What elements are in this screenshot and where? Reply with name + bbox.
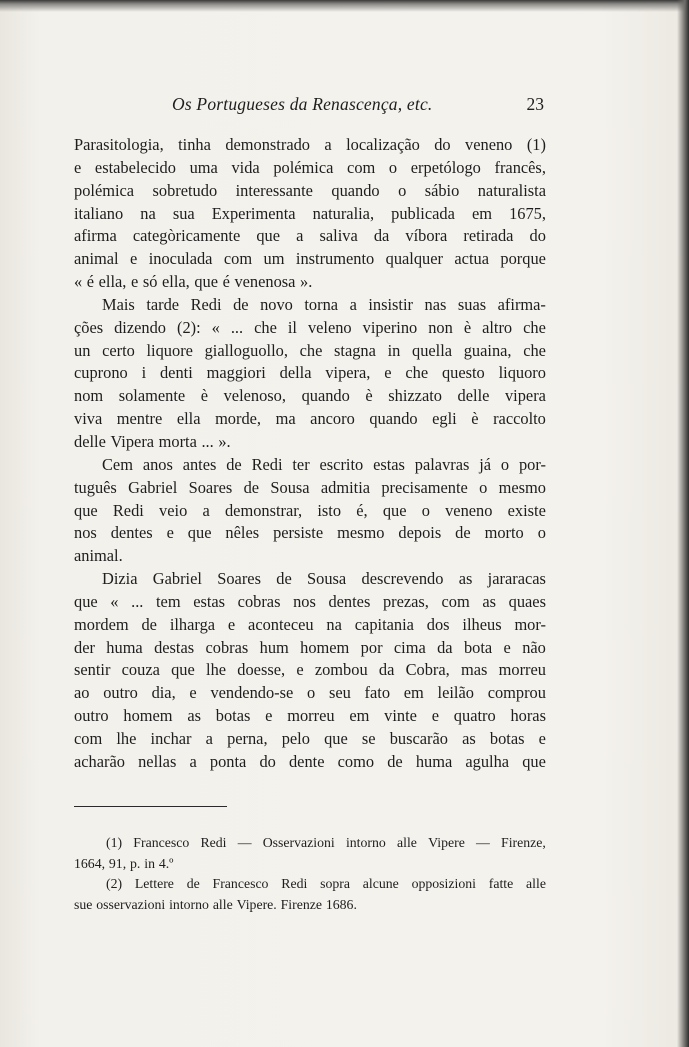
page-number: 23 — [526, 94, 544, 114]
footnote-line: (1) Francesco Redi — Osservazioni intorno alle Vipere — Firenze, — [106, 835, 546, 850]
running-title: Os Portugueses da Renascença, etc. — [172, 94, 433, 114]
text-line: que « ... tem estas cobras nos dentes prezas, com as quaes — [74, 591, 546, 611]
page-right-shadow — [677, 0, 689, 1047]
text-line: tuguês Gabriel Soares de Sousa admitia precisamente o mesmo — [74, 477, 546, 497]
text-line: Cem anos antes de Redi ter escrito estas palavras já o por- — [102, 454, 546, 474]
text-line: delle Vipera morta ... ». — [74, 431, 231, 451]
footnote-rule — [74, 806, 227, 807]
text-line: ções dizendo (2): « ... che il veleno viperino non è altro che — [74, 317, 546, 337]
text-line: mordem de ilharga e aconteceu na capitania dos ilheus mor- — [74, 614, 546, 634]
text-line: Parasitologia, tinha demonstrado a localização do veneno (1) — [74, 135, 546, 154]
text-line: animal. — [74, 546, 123, 566]
text-line: e estabelecido uma vida polémica com o erpetólogo francês, — [74, 157, 546, 177]
text-line: der huma destas cobras hum homem por cima da bota e não — [74, 637, 546, 657]
page-top-shadow — [0, 0, 689, 12]
text-line: sentir couza que lhe doesse, e zombou da Cobra, mas morreu — [74, 660, 546, 680]
text-line: nom solamente è velenoso, quando è shizzato delle vipera — [74, 386, 546, 406]
text-line: outro homem as botas e morreu em vinte e quatro horas — [74, 706, 546, 726]
text-line: animal e inoculada com um instrumento qualquer actua porque — [74, 249, 546, 269]
page-header — [74, 94, 546, 118]
text-line: afirma categòricamente que a saliva da víbora retirada do — [74, 226, 546, 246]
footnotes — [74, 833, 546, 915]
footnote-line: sue osservazioni intorno alle Vipere. Firenze 1686. — [74, 896, 357, 912]
text-line: italiano na sua Experimenta naturalia, publicada em 1675, — [74, 203, 546, 223]
text-line: polémica sobretudo interessante quando o sábio naturalista — [74, 180, 546, 200]
footnote-line: 1664, 91, p. in 4.º — [74, 855, 174, 871]
text-line: com lhe inchar a perna, pelo que se buscarão as botas e — [74, 728, 546, 748]
text-line: « é ella, e só ella, que é venenosa ». — [74, 272, 313, 292]
text-line: nos dentes e que nêles persiste mesmo depois de morto o — [74, 523, 546, 543]
text-line: ao outro dia, e vendendo-se o seu fato em leilão comprou — [74, 683, 546, 703]
text-line: viva mentre ella morde, ma ancoro quando egli è raccolto — [74, 409, 546, 429]
body-text — [74, 134, 546, 774]
text-line: acharão nellas a ponta do dente como de huma agulha que — [74, 751, 546, 771]
text-line: cuprono i denti maggiori della vipera, e che questo liquoro — [74, 363, 546, 383]
text-line: un certo liquore gialloguollo, che stagna in quella guaina, che — [74, 340, 546, 360]
text-line: Dizia Gabriel Soares de Sousa descrevendo as jararacas — [102, 569, 546, 589]
text-line: Mais tarde Redi de novo torna a insistir nas suas afirma- — [102, 294, 546, 314]
text-line: que Redi veio a demonstrar, isto é, que o veneno existe — [74, 500, 546, 520]
footnote-line: (2) Lettere de Francesco Redi sopra alcune opposizioni fatte alle — [106, 876, 546, 891]
